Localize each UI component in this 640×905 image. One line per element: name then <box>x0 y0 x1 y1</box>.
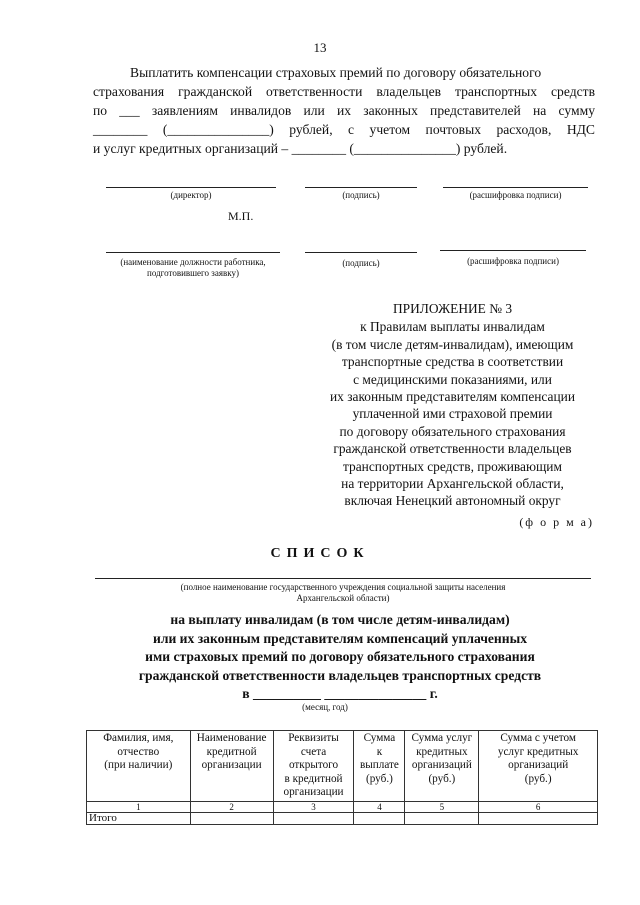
appendix-line: их законным представителям компенсации <box>330 389 575 405</box>
subtitle-line-1: на выплату инвалидам (в том числе детям-инвалидам) <box>170 612 510 627</box>
signature-line <box>305 187 417 188</box>
table-total-row <box>87 812 598 824</box>
signature-caption-2: (подпись) <box>342 258 380 268</box>
total-label: Итого <box>87 812 191 824</box>
header-service-amount: Сумма услуг кредитных организаций (руб.) <box>405 731 479 802</box>
appendix-line: транспортные средства в соответствии <box>341 354 564 370</box>
institution-caption-line-1: (полное наименование государственного учреждения социальной защиты населения <box>180 582 506 592</box>
appendix-block <box>300 300 605 510</box>
director-line <box>106 187 276 188</box>
subtitle-line-2: или их законным представителям компенсаций уплаченных <box>152 630 527 646</box>
header-total-amount: Сумма с учетом услуг кредитных организаций (руб.) <box>479 731 598 802</box>
signature-decoding-caption: (расшифровка подписи) <box>469 190 562 200</box>
column-number: 2 <box>190 801 273 812</box>
signature-decoding-caption-2: (расшифровка подписи) <box>467 256 559 266</box>
period-caption: (месяц, год) <box>302 702 348 712</box>
header-payout-amount: Сумма к выплате (руб.) <box>354 731 405 802</box>
column-number: 6 <box>479 801 598 812</box>
column-number: 3 <box>273 801 354 812</box>
appendix-line: гражданской ответственности владельцев <box>333 441 572 457</box>
employee-caption-line-2: подготовившего заявку) <box>147 268 239 278</box>
payment-paragraph <box>93 63 595 158</box>
table-cell <box>354 812 405 824</box>
appendix-line: включая Ненецкий автономный округ <box>344 493 561 509</box>
signature-decoding-line-2 <box>440 250 586 251</box>
institution-caption-line-2: Архангельской области) <box>296 593 390 603</box>
appendix-line: с медицинскими показаниями, или <box>353 371 552 387</box>
column-number: 1 <box>87 801 191 812</box>
signature-caption: (подпись) <box>342 190 380 200</box>
institution-caption <box>80 582 606 604</box>
table-header-row <box>87 731 598 802</box>
employee-position-caption <box>100 257 286 279</box>
director-caption: (директор) <box>170 190 212 200</box>
subtitle-line-4: гражданской ответственности владельцев транспортных средств <box>138 667 542 683</box>
table-cell <box>405 812 479 824</box>
appendix-line: на территории Архангельской области, <box>341 476 564 492</box>
employee-caption-line-1: (наименование должности работника, <box>120 257 266 267</box>
column-number: 5 <box>405 801 479 812</box>
table-cell <box>479 812 598 824</box>
employee-position-line <box>106 252 280 253</box>
list-title: СПИСОК <box>270 546 370 561</box>
column-number: 4 <box>354 801 405 812</box>
table-cell <box>273 812 354 824</box>
page-number: 13 <box>313 40 327 55</box>
appendix-line: уплаченной ими страховой премии <box>352 406 553 422</box>
table-column-numbers-row <box>87 801 598 812</box>
paragraph-line-4: ________ (_______________) рублей, с учетом почтовых расходов, НДС <box>93 122 595 137</box>
list-subtitle <box>80 611 600 704</box>
signature-line-2 <box>305 252 417 253</box>
list-table <box>86 730 598 825</box>
header-full-name: Фамилия, имя, отчество (при наличии) <box>87 731 191 802</box>
appendix-line: транспортных средств, проживающим <box>343 458 562 474</box>
paragraph-line-5: и услуг кредитных организаций – ________ (_______________) рублей. <box>93 141 508 156</box>
subtitle-line-3: ими страховых премий по договору обязательного страхования <box>145 649 535 665</box>
subtitle-line-5: в __________ _______________ г. <box>242 686 438 702</box>
stamp-place: М.П. <box>228 209 254 223</box>
paragraph-line-2: страхования гражданской ответственности владельцев транспортных средств <box>93 84 595 99</box>
institution-name-line <box>95 578 591 579</box>
header-credit-org: Наименование кредитной организации <box>190 731 273 802</box>
appendix-line: к Правилам выплаты инвалидам <box>360 319 545 335</box>
paragraph-line-3: по ___ заявлениям инвалидов или их законных представителей на сумму <box>93 103 595 118</box>
appendix-line: (в том числе детям-инвалидам), имеющим <box>331 336 574 352</box>
paragraph-line-1: Выплатить компенсации страховых премий по договору обязательного <box>130 65 542 80</box>
form-note: (ф о р м а) <box>519 515 594 529</box>
appendix-heading: ПРИЛОЖЕНИЕ № 3 <box>392 301 513 316</box>
signature-decoding-line <box>443 187 588 188</box>
appendix-line: по договору обязательного страхования <box>339 423 566 439</box>
header-account-details: Реквизиты счета открытого в кредитной организации <box>273 731 354 802</box>
table-cell <box>190 812 273 824</box>
